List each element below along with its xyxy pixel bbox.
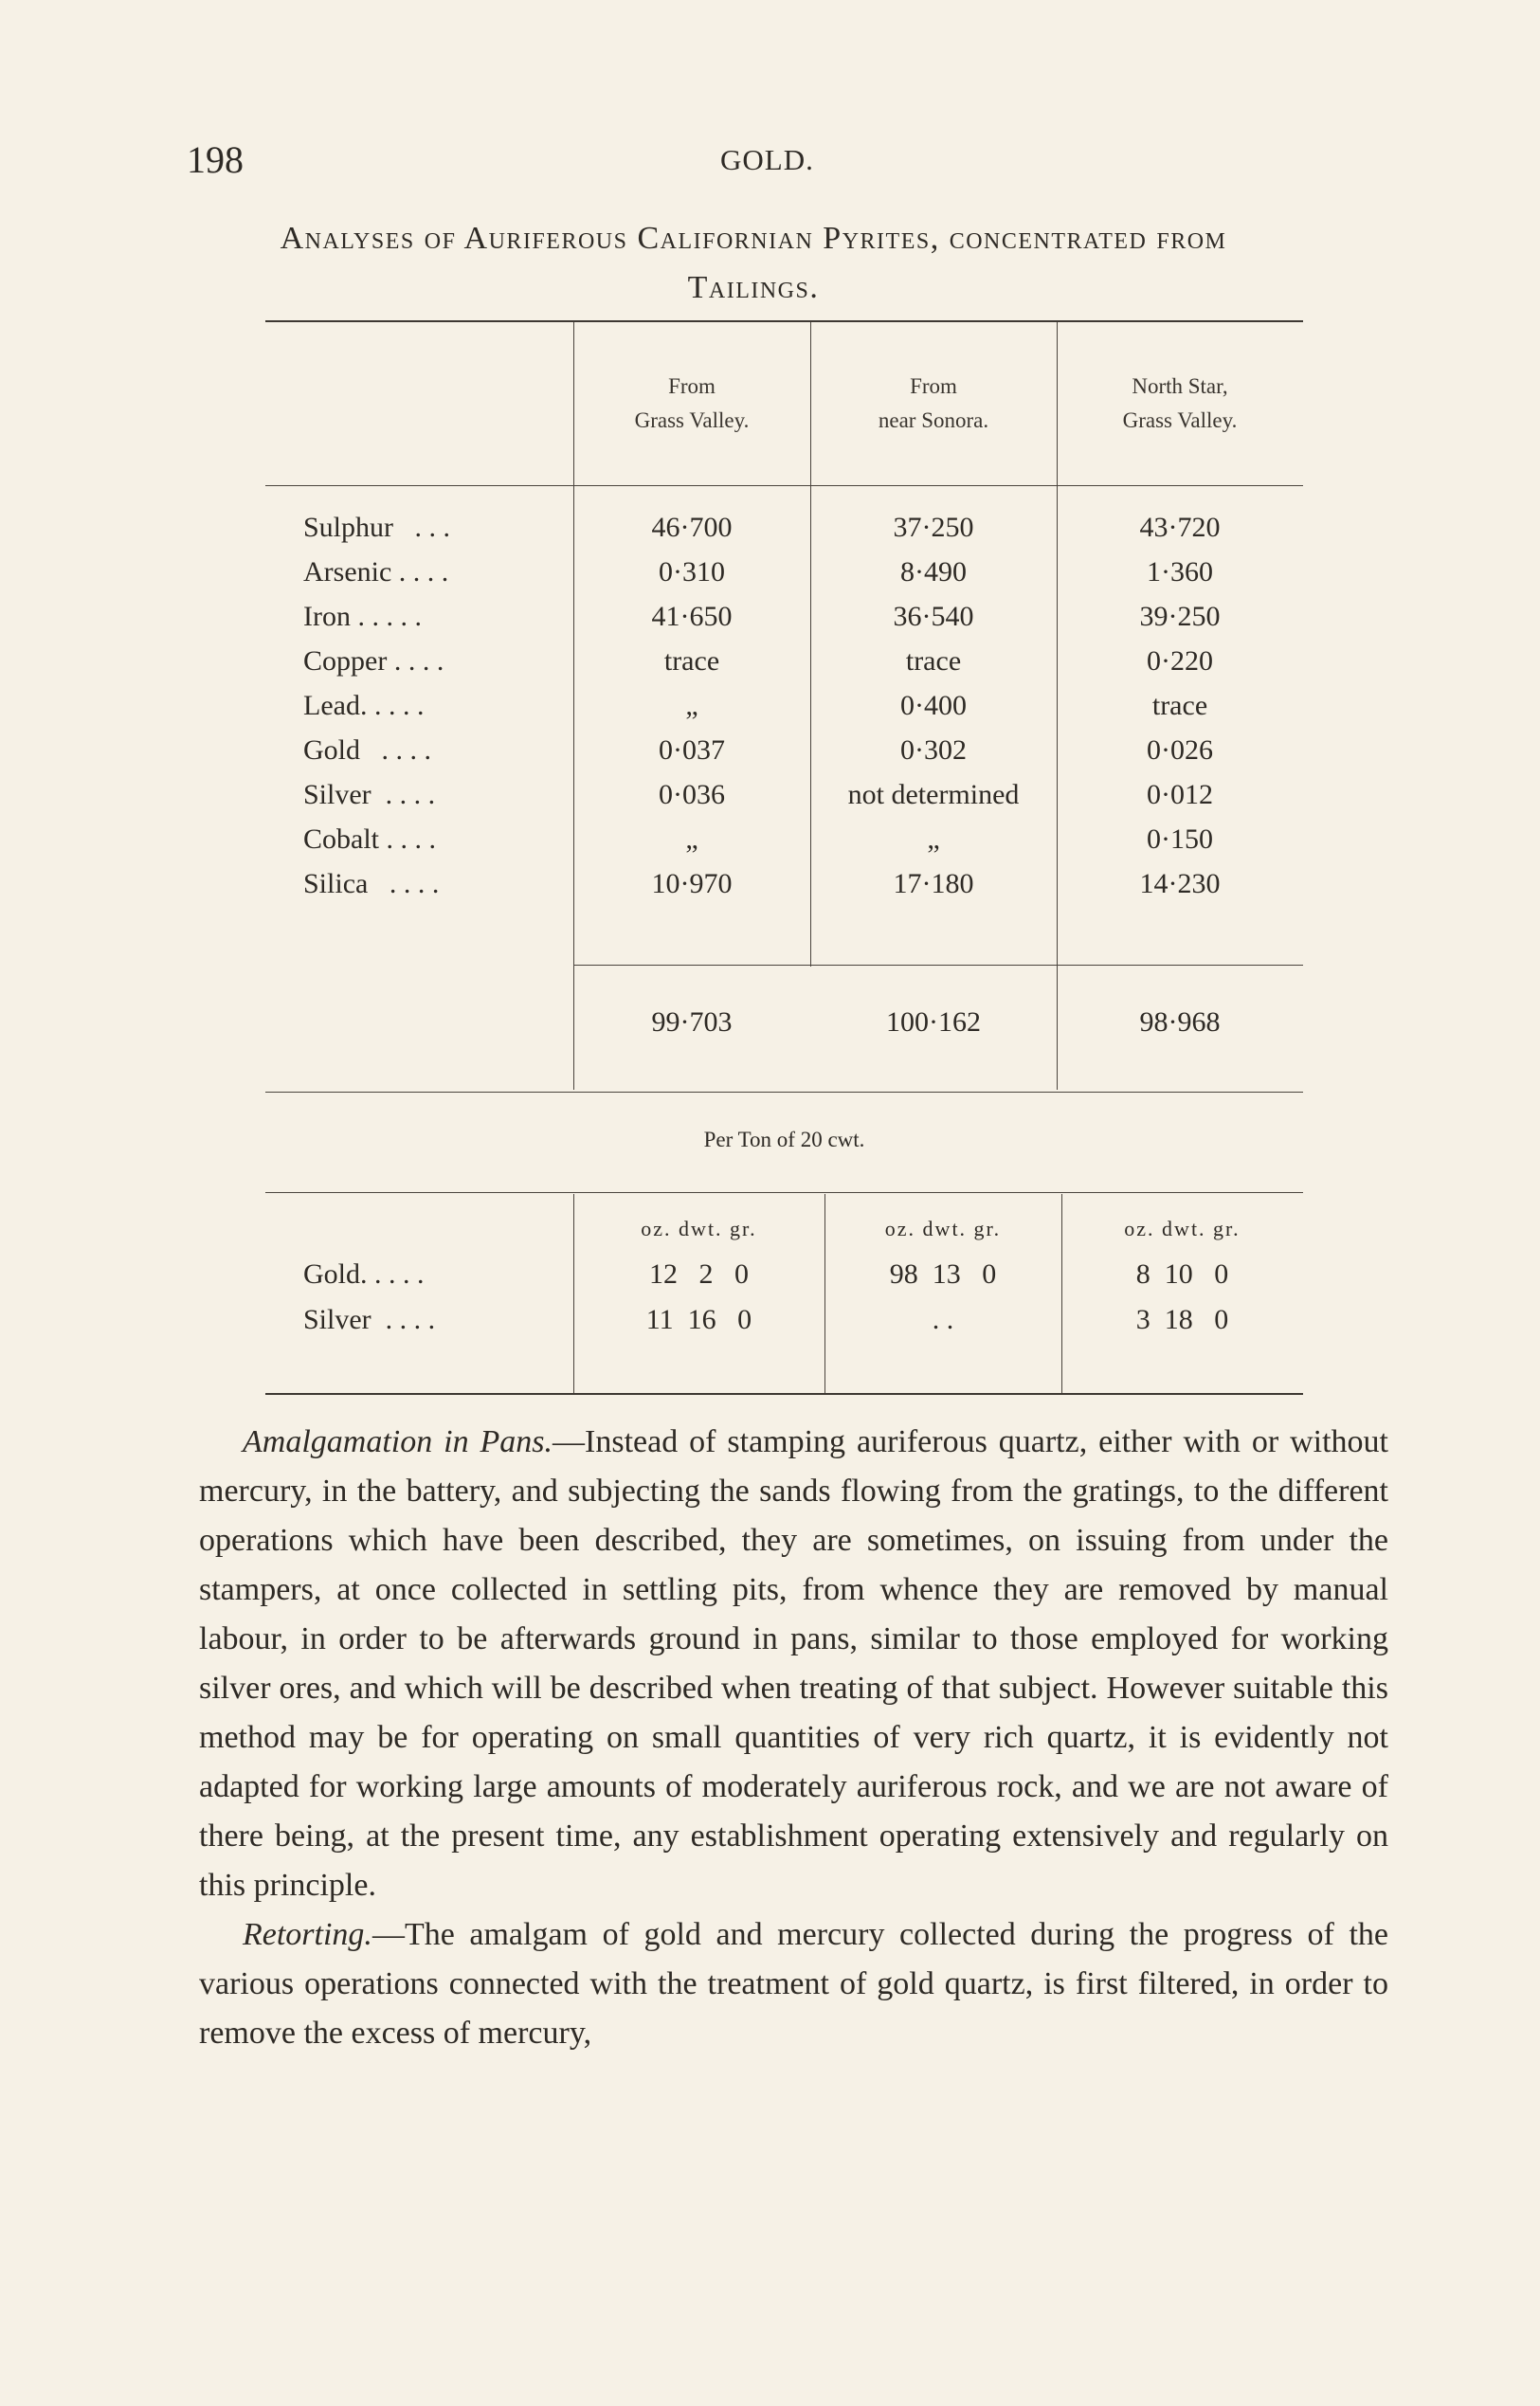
- value-cell: 1·360: [1147, 556, 1213, 588]
- table-title: Analyses of Auriferous Californian Pyrites, concentrated from Tailings.: [280, 221, 1227, 305]
- row-label: Iron . . . . .: [303, 601, 422, 632]
- value-cell: 14·230: [1139, 868, 1221, 899]
- value-cell: „: [685, 690, 698, 721]
- analysis-table: [265, 320, 1303, 1395]
- per-ton-cell: . .: [932, 1304, 954, 1335]
- total-cell: 100·162: [886, 1006, 981, 1038]
- paragraph-heading: Amalgamation in Pans.: [243, 1424, 553, 1459]
- running-title: GOLD.: [720, 143, 814, 176]
- value-cell: 0·400: [900, 690, 967, 721]
- value-cell: 39·250: [1139, 601, 1221, 632]
- value-cell: 10·970: [651, 868, 733, 899]
- per-ton-cell: 3 18 0: [1135, 1304, 1229, 1335]
- unit-header: oz. dwt. gr.: [641, 1217, 757, 1240]
- value-cell: trace: [905, 645, 962, 677]
- column-header: [810, 370, 1057, 438]
- per-ton-cell: 11 16 0: [645, 1304, 752, 1335]
- per-ton-label: Per Ton of 20 cwt.: [703, 1128, 865, 1151]
- per-ton-cell: 12 2 0: [649, 1258, 749, 1290]
- total-cell: 98·968: [1139, 1006, 1221, 1038]
- value-cell: 46·700: [651, 512, 733, 543]
- value-cell: „: [685, 823, 698, 855]
- value-cell: 0·026: [1147, 734, 1213, 766]
- value-cell: 0·302: [900, 734, 967, 766]
- paragraph-heading: Retorting.: [243, 1917, 372, 1952]
- body-text: [199, 1418, 1388, 2058]
- column-header-line: North Star,: [1132, 374, 1228, 398]
- value-cell: 0·310: [659, 556, 725, 588]
- row-label: Silver . . . .: [303, 779, 436, 810]
- paragraph-amalgamation: [199, 1418, 1388, 1910]
- paragraph-text: —Instead of stamping auriferous quartz, either with or without mercury, in the battery, and subjecting the sands flowing from the gratings, to the different operations which have been described, they are sometimes, on issuing from under the stampers, at once collected in settling pits, from whence they are removed by manual labour, in order to be afterwards ground in pans, similar to those employed for working silver ores, and which will be described when treating of that subject. However suitable this method may be for operating on small quantities of very rich quartz, it is evidently not adapted for working large amounts of moderately auriferous rock, and we are not aware of there being, at the present time, any establishment operating extensively and regularly on this principle.: [199, 1424, 1388, 1903]
- unit-header: oz. dwt. gr.: [884, 1217, 1002, 1240]
- column-header-line: near Sonora.: [878, 408, 989, 432]
- total-cell: 99·703: [651, 1006, 733, 1038]
- per-ton-cell: 8 10 0: [1135, 1258, 1229, 1290]
- value-cell: 36·540: [893, 601, 974, 632]
- value-cell: „: [927, 823, 940, 855]
- table-rule: [265, 1192, 1303, 1193]
- unit-header: oz. dwt. gr.: [1124, 1217, 1241, 1240]
- row-label: Arsenic . . . .: [303, 556, 449, 588]
- row-label: Cobalt . . . .: [303, 823, 436, 855]
- value-cell: 0·036: [659, 779, 725, 810]
- row-label: Copper . . . .: [303, 645, 444, 677]
- value-cell: 0·220: [1147, 645, 1213, 677]
- column-header-line: Grass Valley.: [1122, 408, 1238, 432]
- value-cell: 0·037: [659, 734, 725, 766]
- running-head: [0, 137, 1540, 185]
- per-ton-row-label: Silver . . . .: [303, 1304, 436, 1335]
- row-label: Gold . . . .: [303, 734, 431, 766]
- paragraph-retorting: [199, 1910, 1388, 2058]
- column-header-line: Grass Valley.: [634, 408, 750, 432]
- table-rule: [265, 1092, 1303, 1093]
- value-cell: 0·012: [1147, 779, 1213, 810]
- row-label: Lead. . . . .: [303, 690, 425, 721]
- page-number: 198: [187, 138, 244, 181]
- per-ton-cell: 98 13 0: [889, 1258, 997, 1290]
- value-cell: trace: [663, 645, 720, 677]
- value-cell: not determined: [847, 779, 1020, 810]
- value-cell: 17·180: [893, 868, 974, 899]
- value-cell: 41·650: [651, 601, 733, 632]
- table-rule: [265, 485, 1303, 486]
- value-cell: trace: [1151, 690, 1208, 721]
- column-header-line: From: [910, 374, 957, 398]
- table-rule: [573, 965, 1303, 966]
- row-label: Silica . . . .: [303, 868, 440, 899]
- row-label: Sulphur . . .: [303, 512, 451, 543]
- paragraph-text: —The amalgam of gold and mercury collected during the progress of the various operations connected with the treatment of gold quartz, is first filtered, in order to remove the excess of mercury,: [199, 1917, 1388, 2051]
- per-ton-row-label: Gold. . . . .: [303, 1258, 425, 1290]
- value-cell: 8·490: [900, 556, 967, 588]
- column-header: [1057, 370, 1303, 438]
- value-cell: 37·250: [893, 512, 974, 543]
- value-cell: 0·150: [1147, 823, 1213, 855]
- column-header-line: From: [668, 374, 716, 398]
- column-header: [573, 370, 810, 438]
- value-cell: 43·720: [1139, 512, 1221, 543]
